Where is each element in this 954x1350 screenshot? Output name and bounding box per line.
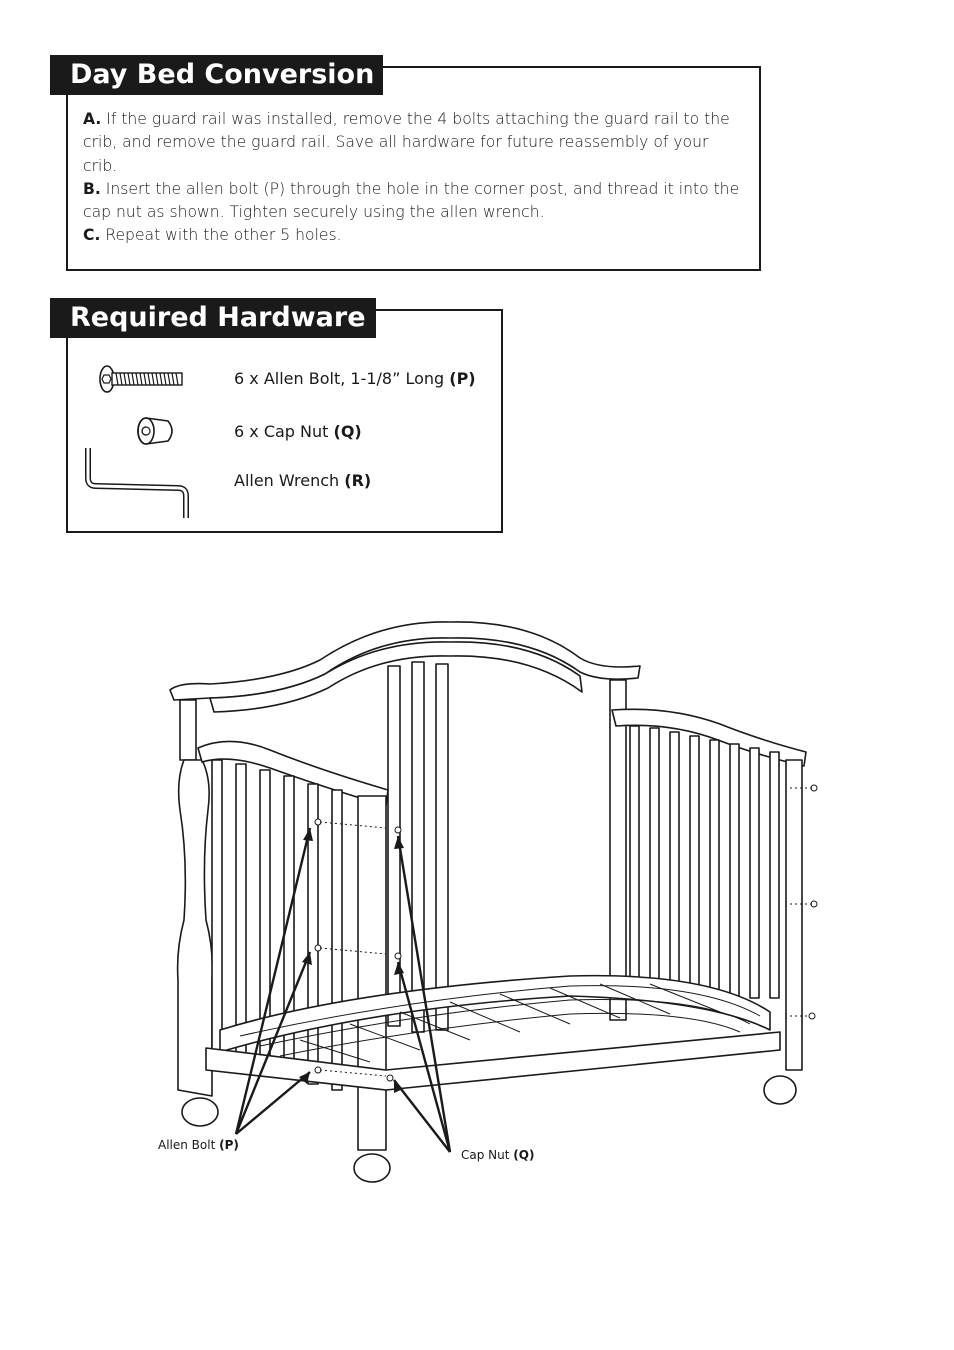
- daybed-illustration: [150, 600, 840, 1190]
- left-front-post: [178, 760, 213, 1096]
- right-side-slats: [630, 726, 779, 998]
- allen-bolt-code: (P): [449, 369, 476, 388]
- allen-bolt-label: 6 x Allen Bolt, 1-1/8” Long: [234, 369, 450, 388]
- step-b-letter: B.: [83, 179, 101, 198]
- callout-nut-text: Cap Nut: [461, 1148, 514, 1162]
- hardware-item-allen-wrench: [234, 471, 371, 490]
- cap-nut-label: 6 x Cap Nut: [234, 422, 334, 441]
- step-c-text: Repeat with the other 5 holes.: [100, 226, 342, 245]
- allen-bolt-icon: [96, 362, 186, 396]
- headboard-top-rail: [170, 622, 640, 700]
- allen-wrench-code: (R): [344, 471, 372, 490]
- step-a-text: If the guard rail was installed, remove the 4 bolts attaching the guard rail to the crib, and remove the guard rail. Save all hardware for future reassembly of your crib.: [83, 110, 730, 175]
- cap-nut-icon: [134, 414, 182, 448]
- hardware-item-cap-nut: [234, 422, 362, 441]
- allen-wrench-label: Allen Wrench: [234, 471, 345, 490]
- conversion-title: Day Bed Conversion: [50, 55, 383, 95]
- step-a-letter: A.: [83, 110, 102, 128]
- callout-allen-bolt: [158, 1138, 239, 1152]
- callout-nut-code: (Q): [513, 1148, 535, 1162]
- hardware-title: Required Hardware: [50, 298, 376, 338]
- front-corner-post: [358, 796, 386, 1150]
- callout-bolt-code: (P): [219, 1138, 239, 1152]
- step-a: [83, 108, 743, 178]
- callout-cap-nut: [461, 1148, 534, 1162]
- allen-wrench-icon: [82, 444, 197, 522]
- callout-bolt-text: Allen Bolt: [158, 1138, 220, 1152]
- step-c-letter: C.: [83, 226, 101, 245]
- step-c: [83, 224, 743, 247]
- cap-nut-code: (Q): [333, 422, 362, 441]
- step-b: [83, 178, 743, 225]
- hardware-item-allen-bolt: [234, 369, 476, 388]
- back-right-post: [786, 760, 802, 1070]
- conversion-instructions: [83, 108, 743, 248]
- step-b-text: Insert the allen bolt (P) through the hole in the corner post, and thread it into the cap nut as shown. Tighten securely using the allen wrench.: [83, 179, 740, 222]
